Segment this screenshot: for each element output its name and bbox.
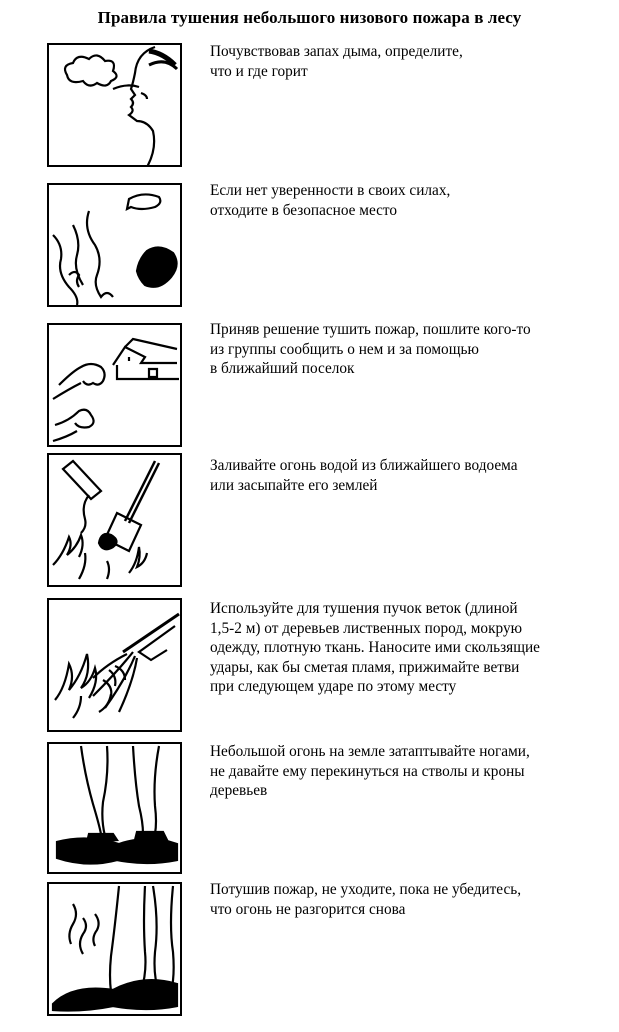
step-6-illustration [47, 742, 182, 874]
step-line: 1,5-2 м) от деревьев лиственных пород, мокрую [210, 619, 523, 637]
step-line: не давайте ему перекинуться на стволы и кроны [210, 762, 525, 780]
step-line: или засыпайте его землей [210, 476, 378, 494]
step-line: деревьев [210, 782, 268, 799]
step-2-text [210, 181, 595, 220]
step-line: Заливайте огонь водой из ближайшего водоема [210, 457, 518, 474]
step-1-illustration [47, 43, 182, 167]
step-line: что огонь не разгорится снова [210, 900, 406, 918]
step-line: в ближайший поселок [210, 360, 355, 377]
step-line: Если нет уверенности в своих силах, [210, 182, 451, 199]
step-line: одежду, плотную ткань. Наносите ими скользящие [210, 639, 540, 656]
step-line: Почувствовав запах дыма, определите, [210, 43, 463, 60]
step-line: Используйте для тушения пучок веток (длиной [210, 600, 518, 617]
step-line: что и где горит [210, 62, 308, 80]
step-7-text [210, 880, 595, 919]
page-title: Правила тушения небольшого низового пожара в лесу [97, 8, 522, 27]
step-line: Приняв решение тушить пожар, пошлите кого-то [210, 321, 531, 338]
step-line: из группы сообщить о нем и за помощью [210, 340, 479, 358]
step-7-illustration [47, 882, 182, 1016]
step-line: при следующем ударе по этому месту [210, 678, 457, 695]
step-line: отходите в безопасное место [210, 201, 398, 219]
step-3-illustration [47, 323, 182, 447]
step-4-text [210, 456, 595, 495]
step-line: Потушив пожар, не уходите, пока не убедитесь, [210, 881, 522, 898]
step-2-illustration [47, 183, 182, 307]
step-4-illustration [47, 453, 182, 587]
step-line: удары, как бы сметая пламя, прижимайте ветви [210, 658, 520, 676]
step-line: Небольшой огонь на земле затаптывайте ногами, [210, 743, 530, 760]
step-5-text [210, 599, 595, 697]
step-1-text [210, 42, 595, 81]
step-5-illustration [47, 598, 182, 732]
step-6-text [210, 742, 595, 801]
step-3-text [210, 320, 595, 379]
